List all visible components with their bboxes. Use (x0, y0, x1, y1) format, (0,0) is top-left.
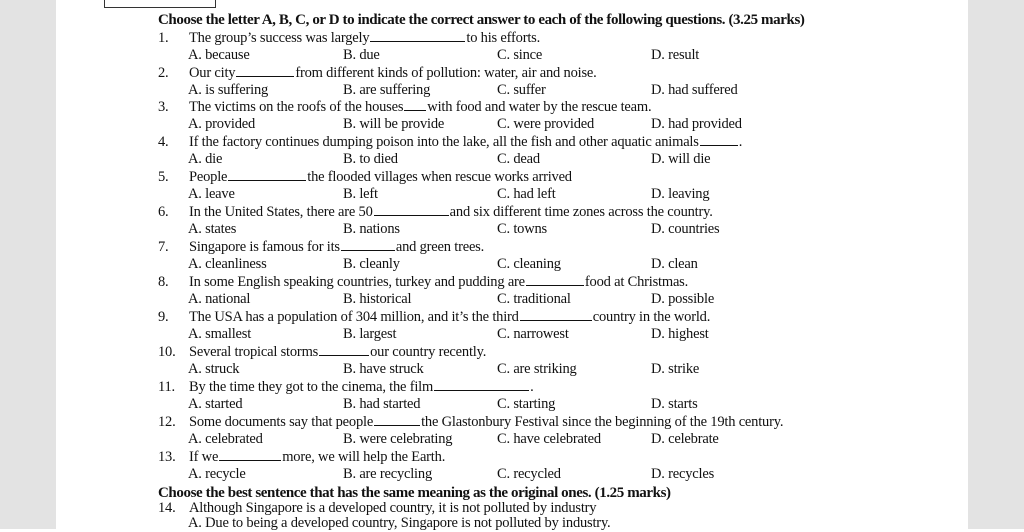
option-d: D. possible (651, 291, 715, 307)
question-13 (158, 449, 445, 466)
option-d: D. highest (651, 326, 709, 342)
question-2 (158, 65, 597, 82)
option-a: A. started (188, 396, 243, 412)
option-d: D. strike (651, 361, 700, 377)
option-c: C. had left (497, 186, 556, 202)
option-a: A. provided (188, 116, 256, 132)
question-8 (158, 274, 688, 291)
answer-blank (341, 239, 395, 251)
question-text-before: The victims on the roofs of the houses (189, 99, 404, 115)
question-text-after: to his efforts. (466, 30, 541, 46)
option-c: C. suffer (497, 82, 546, 98)
question-number: 11. (158, 379, 175, 395)
question-text-before: In the United States, there are 50 (189, 204, 373, 220)
question-text-before: Several tropical storms (189, 344, 319, 360)
option-b: B. to died (343, 151, 398, 167)
option-d: D. result (651, 47, 700, 63)
option-d: D. had provided (651, 116, 742, 132)
question-number: 7. (158, 239, 169, 255)
option-a: A. leave (188, 186, 235, 202)
question-4 (158, 134, 742, 151)
question-1 (158, 30, 540, 47)
option-a: A. celebrated (188, 431, 263, 447)
question-text-after: . (738, 134, 743, 150)
option-b: B. left (343, 186, 378, 202)
option-c: C. since (497, 47, 543, 63)
question-number: 3. (158, 99, 169, 115)
question-number: 13. (158, 449, 176, 465)
question-text-before: In some English speaking countries, turkey and pudding are (189, 274, 525, 290)
question-6 (158, 204, 713, 221)
answer-blank (526, 274, 584, 286)
option-a: A. die (188, 151, 223, 167)
option-b: B. largest (343, 326, 397, 342)
header-box (104, 0, 216, 8)
option-d: D. recycles (651, 466, 715, 482)
option-c: C. recycled (497, 466, 561, 482)
option-b: B. historical (343, 291, 412, 307)
answer-blank (434, 379, 529, 391)
option-b: B. nations (343, 221, 400, 237)
option-d: D. leaving (651, 186, 710, 202)
answer-blank (374, 204, 449, 216)
question-number: 1. (158, 30, 169, 46)
option-d: D. countries (651, 221, 720, 237)
question-number: 8. (158, 274, 169, 290)
question-number: 6. (158, 204, 169, 220)
question-text-after: the Glastonbury Festival since the beginning of the 19th century. (421, 414, 784, 430)
question-text-after: and six different time zones across the country. (449, 204, 713, 220)
option-a: A. smallest (188, 326, 252, 342)
option-a: A. recycle (188, 466, 246, 482)
question-text-before: The group’s success was largely (189, 30, 370, 46)
option-d: D. starts (651, 396, 698, 412)
answer-blank (404, 99, 426, 111)
option-b: B. were celebrating (343, 431, 453, 447)
question-3 (158, 99, 651, 116)
q14-option-a: A. Due to being a developed country, Singapore is not polluted by industry. (188, 515, 611, 531)
answer-blank (370, 30, 465, 42)
option-a: A. national (188, 291, 251, 307)
answer-blank (236, 65, 294, 77)
question-number: 5. (158, 169, 169, 185)
option-b: B. are recycling (343, 466, 432, 482)
option-a: A. struck (188, 361, 240, 377)
question-11 (158, 379, 534, 396)
option-c: C. have celebrated (497, 431, 601, 447)
option-d: D. will die (651, 151, 711, 167)
question-text-after: . (530, 379, 534, 395)
question-number: 4. (158, 134, 169, 150)
question-text-after: the flooded villages when rescue works arrived (307, 169, 572, 185)
option-c: C. dead (497, 151, 540, 167)
option-c: C. are striking (497, 361, 577, 377)
question-9 (158, 309, 710, 326)
question-text-before: If we (189, 449, 219, 465)
question-text-before: By the time they got to the cinema, the film (189, 379, 434, 395)
question-12 (158, 414, 783, 431)
question-text-after: food at Christmas. (584, 274, 689, 290)
question-text-after: and green trees. (395, 239, 485, 255)
option-c: C. starting (497, 396, 556, 412)
right-gray-margin (968, 0, 1024, 529)
question-text-before: Our city (189, 65, 236, 81)
question-text-after: with food and water by the rescue team. (427, 99, 652, 115)
left-gray-margin (0, 0, 56, 529)
question-5 (158, 169, 572, 186)
question-text-after: from different kinds of pollution: water, air and noise. (295, 65, 597, 81)
document-page (56, 0, 968, 529)
option-d: D. clean (651, 256, 698, 272)
question-text-after: more, we will help the Earth. (282, 449, 446, 465)
question-text-after: our country recently. (370, 344, 487, 360)
question-number: 14. (158, 500, 176, 516)
question-number: 10. (158, 344, 176, 360)
option-c: C. narrowest (497, 326, 569, 342)
section1-heading: Choose the letter A, B, C, or D to indicate the correct answer to each of the following questions. (3.25 marks) (158, 12, 805, 28)
section2-heading: Choose the best sentence that has the same meaning as the original ones. (1.25 marks) (158, 485, 671, 501)
question-10 (158, 344, 486, 361)
answer-blank (319, 344, 369, 356)
question-text-before: People (189, 169, 228, 185)
question-text-after: country in the world. (592, 309, 711, 325)
option-b: B. due (343, 47, 380, 63)
question-text: Although Singapore is a developed country, it is not polluted by industry (189, 500, 597, 516)
option-a: A. cleanliness (188, 256, 267, 272)
answer-blank (219, 449, 281, 461)
question-text-before: The USA has a population of 304 million, and it’s the third (189, 309, 519, 325)
option-c: C. cleaning (497, 256, 561, 272)
option-b: B. are suffering (343, 82, 431, 98)
option-d: D. celebrate (651, 431, 719, 447)
option-c: C. were provided (497, 116, 595, 132)
option-c: C. traditional (497, 291, 571, 307)
question-text-before: If the factory continues dumping poison into the lake, all the fish and other aquatic animals (189, 134, 699, 150)
option-d: D. had suffered (651, 82, 738, 98)
question-number: 9. (158, 309, 169, 325)
answer-blank (520, 309, 592, 321)
answer-blank (228, 169, 306, 181)
option-b: B. will be provide (343, 116, 445, 132)
option-b: B. cleanly (343, 256, 400, 272)
option-c: C. towns (497, 221, 547, 237)
option-a: A. because (188, 47, 250, 63)
option-a: A. states (188, 221, 237, 237)
option-b: B. had started (343, 396, 421, 412)
question-text-before: Some documents say that people (189, 414, 374, 430)
question-number: 2. (158, 65, 169, 81)
question-7 (158, 239, 484, 256)
answer-blank (700, 134, 738, 146)
answer-blank (374, 414, 420, 426)
question-text-before: Singapore is famous for its (189, 239, 340, 255)
option-b: B. have struck (343, 361, 424, 377)
question-number: 12. (158, 414, 176, 430)
option-a: A. is suffering (188, 82, 269, 98)
